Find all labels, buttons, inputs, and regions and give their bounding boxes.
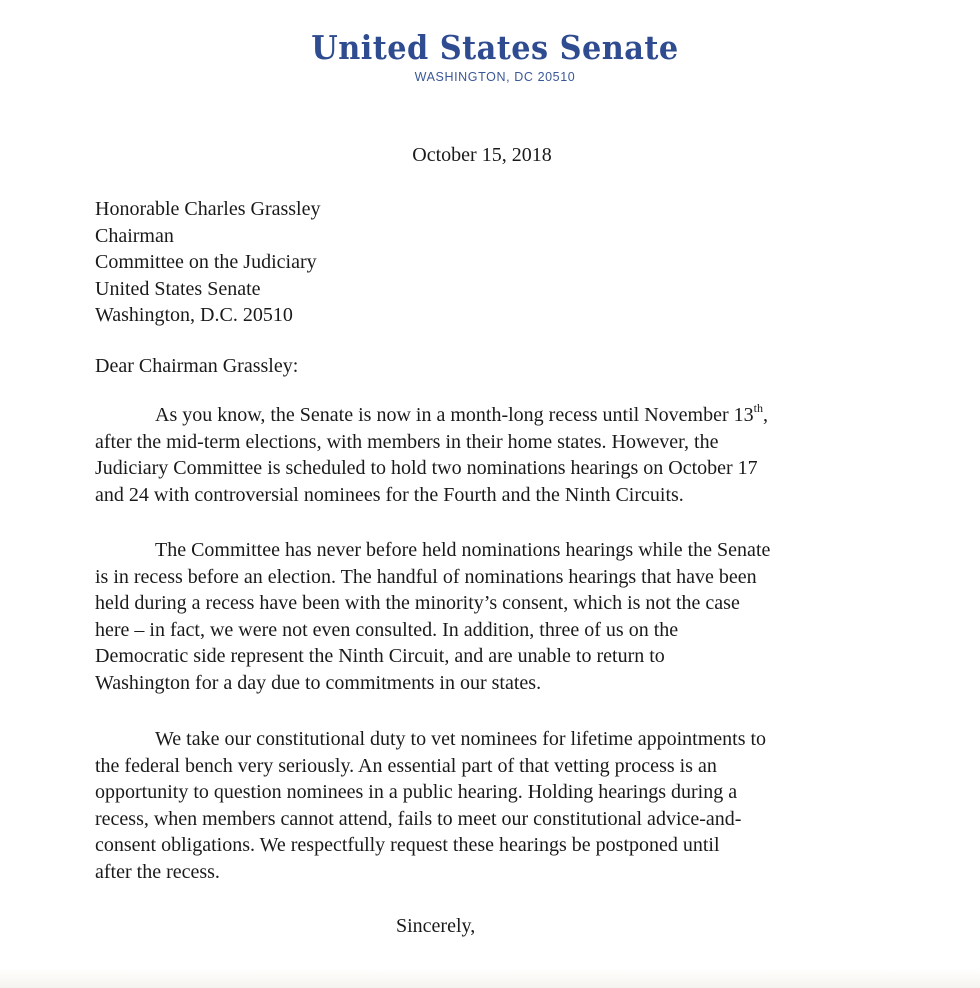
letterhead-title: United States Senate [311,28,679,67]
paragraph-3 [95,726,895,885]
paragraph-line: opportunity to question nominees in a public hearing. Holding hearings during a [95,781,738,803]
letter-date: October 15, 2018 [412,144,552,166]
salutation: Dear Chairman Grassley: [95,355,299,377]
recipient-address [95,196,321,329]
recipient-name: Honorable Charles Grassley [95,198,321,220]
ordinal-suffix: th [753,401,763,415]
recipient-organization: United States Senate [95,277,261,300]
paragraph-line: here – in fact, we were not even consulted. In addition, three of us on the [95,618,679,641]
paragraph-line: recess, when members cannot attend, fails to meet our constitutional advice-and- [95,807,742,830]
recipient-city: Washington, D.C. 20510 [95,304,293,326]
paragraph-line: is in recess before an election. The handful of nominations hearings that have been [95,565,757,588]
letterhead-address: WASHINGTON, DC 20510 [414,70,576,84]
paragraph-line [95,402,895,429]
recipient-committee: Committee on the Judiciary [95,251,317,273]
paragraph-line: and 24 with controversial nominees for the Fourth and the Ninth Circuits. [95,483,684,506]
paragraph-line: the federal bench very seriously. An essential part of that vetting process is an [95,754,717,777]
paragraph-line: consent obligations. We respectfully request these hearings be postponed until [95,834,720,856]
paragraph-line: The Committee has never before held nominations hearings while the Senate [155,539,771,561]
paragraph-line: held during a recess have been with the minority’s consent, which is not the case [95,592,740,614]
paragraph-line: after the mid-term elections, with members in their home states. However, the [95,430,719,453]
paragraph-line: after the recess. [95,860,220,883]
paragraph-line: Washington for a day due to commitments in our states. [95,671,542,694]
paragraph-line: Democratic side represent the Ninth Circuit, and are unable to return to [95,645,665,667]
recipient-title: Chairman [95,224,174,247]
paragraph-line: Judiciary Committee is scheduled to hold two nominations hearings on October 17 [95,457,758,479]
paragraph-1 [95,402,895,508]
paragraph-2 [95,537,895,696]
paragraph-text: , [762,404,768,426]
page-bottom-fade [0,968,980,988]
closing: Sincerely, [396,915,476,937]
paragraph-line: We take our constitutional duty to vet nominees for lifetime appointments to [155,728,767,750]
letterhead [0,28,980,84]
paragraph-text: As you know, the Senate is now in a month-long recess until November 13 [155,404,754,426]
